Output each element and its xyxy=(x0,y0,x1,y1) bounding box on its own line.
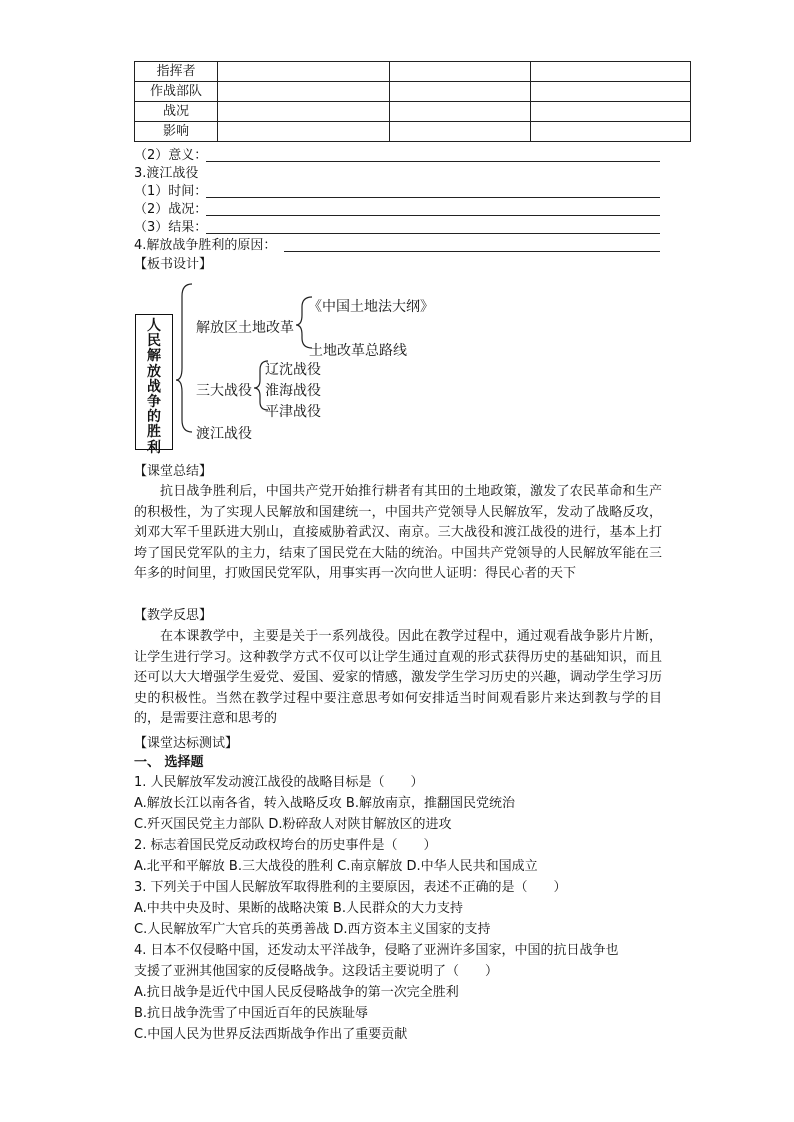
table-row-label: 指挥者 xyxy=(135,62,218,82)
board-liaoshen: 辽沈战役 xyxy=(265,362,321,378)
question-3: 3. 下列关于中国人民解放军取得胜利的主要原因，表述不正确的是（ ） xyxy=(134,880,567,895)
board-dujiang: 渡江战役 xyxy=(196,426,252,442)
board-outline: 《中国土地法大纲》 xyxy=(308,299,434,315)
summary-heading: 【课堂总结】 xyxy=(134,464,213,479)
reflection-heading: 【教学反思】 xyxy=(134,608,213,623)
board-pingjin: 平津战役 xyxy=(265,404,321,420)
question-3-options-a: A.中共中央及时、果断的战略决策 B.人民群众的大力支持 xyxy=(134,901,463,916)
question-4-option-c: C.中国人民为世界反法西斯战争作出了重要贡献 xyxy=(134,1027,408,1042)
question-1-options-a: A.解放长江以南各省，转入战略反攻 B.解放南京，推翻国民党统治 xyxy=(134,796,515,811)
question-4: 4. 日本不仅侵略中国，还发动太平洋战争，侵略了亚洲许多国家，中国的抗日战争也 xyxy=(134,943,619,958)
board-heading: 【板书设计】 xyxy=(134,257,213,272)
question-3-options-b: C.人民解放军广大官兵的英勇善战 D.西方资本主义国家的支持 xyxy=(134,922,491,937)
result-label: （3）结果： xyxy=(134,220,208,235)
board-brackets xyxy=(0,0,794,460)
question-2: 2. 标志着国民党反动政权垮台的历史事件是（ ） xyxy=(134,838,437,853)
table-row-label: 影响 xyxy=(135,122,218,142)
question-4-cont: 支援了亚洲其他国家的反侵略战争。这段话主要说明了（ ） xyxy=(134,964,499,979)
question-4-option-a: A.抗日战争是近代中国人民反侵略战争的第一次完全胜利 xyxy=(134,985,459,1000)
board-route: 土地改革总路线 xyxy=(309,343,407,359)
summary-text: 抗日战争胜利后，中国共产党开始推行耕者有其田的土地政策，激发了农民革命和生产的积极性，为了实现人民解放和国建统一，中国共产党领导人民解放军，发动了战略反攻，刘邓大军千里跃进大别山，直接威胁着武汉、南京。三大战役和渡江战役的进行，基本上打垮了国民党军队的主力，结束了国民党在大陆的统治。中国共产党领导的人民解放军能在三年多的时间里，打败国民党军队，用事实再一次向世人证明：得民心者的天下 xyxy=(134,484,662,581)
time-label: （1）时间： xyxy=(134,184,208,199)
board-three-battles: 三大战役 xyxy=(196,383,252,399)
reasons-label: 4.解放战争胜利的原因： xyxy=(134,238,277,253)
question-4-option-b: B.抗日战争洗雪了中国近百年的民族耻辱 xyxy=(134,1006,369,1021)
table-row-label: 作战部队 xyxy=(135,82,218,102)
question-1: 1. 人民解放军发动渡江战役的战略目标是（ ） xyxy=(134,775,424,790)
reflection-text: 在本课教学中，主要是关于一系列战役。因此在教学过程中，通过观看战争影片片断，让学生进行学习。这种教学方式不仅可以让学生通过直观的形式获得历史的基础知识，而且还可以大大增强学生爱党、爱国、爱家的情感，激发学生学习历史的兴趣，调动学生学习历史的积极性。当然在教学过程中要注意思考如何安排适当时间观看影片来达到教与学的目的，是需要注意和思考的 xyxy=(134,629,662,726)
board-land-reform: 解放区土地改革 xyxy=(196,320,294,336)
question-1-options-b: C.歼灭国民党主力部队 D.粉碎敌人对陕甘解放区的进攻 xyxy=(134,817,452,832)
question-2-options: A.北平和平解放 B.三大战役的胜利 C.南京解放 D.中华人民共和国成立 xyxy=(134,859,538,874)
dujiang-title: 3.渡江战役 xyxy=(134,166,199,181)
board-main-title: 人民解放战争的胜利 xyxy=(147,318,161,456)
test-section: 一、 选择题 xyxy=(134,755,204,770)
board-huaihai: 淮海战役 xyxy=(265,383,321,399)
meaning-label: （2）意义： xyxy=(134,148,208,163)
table-row-label: 战况 xyxy=(135,102,218,122)
situation-label: （2）战况： xyxy=(134,202,208,217)
test-heading: 【课堂达标测试】 xyxy=(134,736,239,751)
